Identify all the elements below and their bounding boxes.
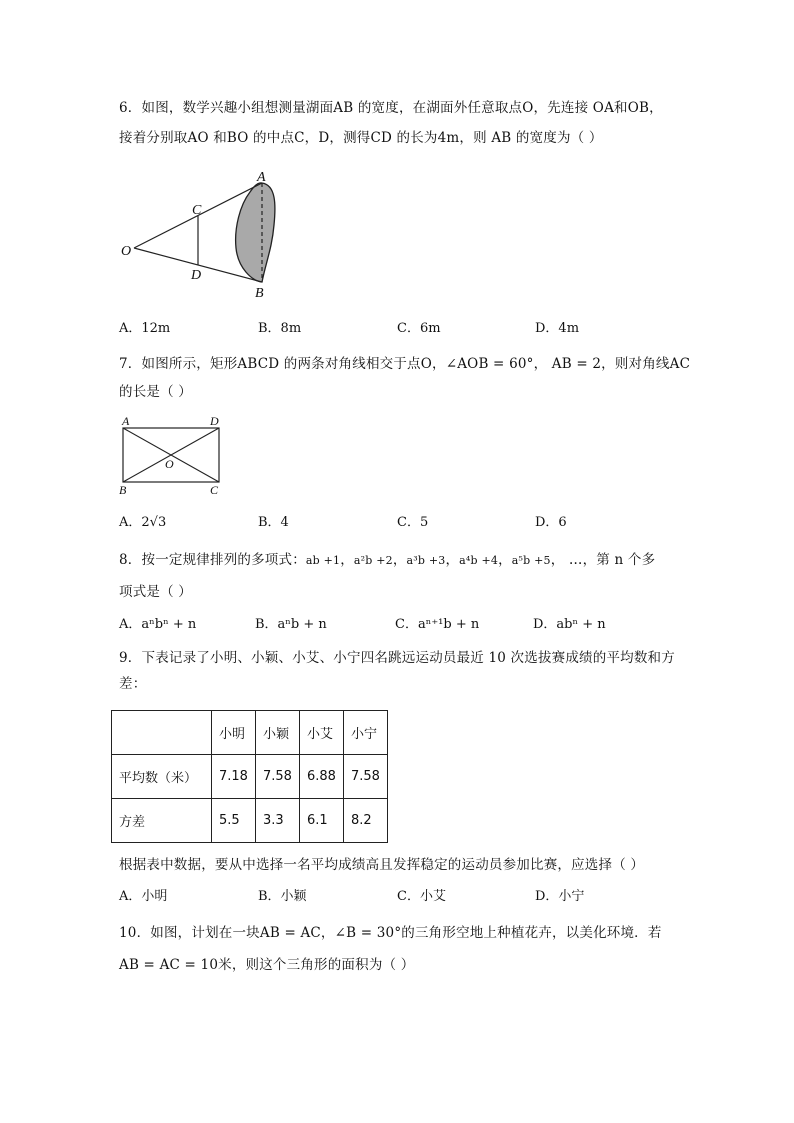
q10-line1: 10．如图，计划在一块AB = AC，∠B = 30°的三角形空地上种植花卉，以美化环境．若 <box>119 925 662 941</box>
q7-line2: 的长是（ ） <box>119 384 192 400</box>
q8-term-5: a⁵b +5 <box>511 554 551 567</box>
q9-option-c: C．小艾 <box>397 889 446 904</box>
q6-option-d: D．4m <box>535 321 580 336</box>
q8-term-1: ab +1 <box>305 554 341 567</box>
label-o: O <box>165 457 174 471</box>
table-cell: 7.18 <box>212 755 256 799</box>
table-header-cell: 小颖 <box>256 711 300 755</box>
label-o: O <box>121 244 132 259</box>
table-header-cell: 小明 <box>212 711 256 755</box>
q10-line2: AB = AC = 10米，则这个三角形的面积为（ ） <box>119 957 415 973</box>
table-header-cell: 小宁 <box>344 711 388 755</box>
q8-intro: 8．按一定规律排列的多项式： <box>119 552 306 568</box>
q6-option-a: A．12m <box>119 321 171 336</box>
q6-line2: 接着分别取AO 和BO 的中点C，D，测得CD 的长为4m，则 AB 的宽度为（ ） <box>119 130 603 146</box>
q8-option-d: D．abⁿ + n <box>533 617 606 632</box>
score-table <box>111 710 388 843</box>
q7-option-a: A．2√3 <box>119 515 167 530</box>
q7-option-b: B．4 <box>258 515 289 530</box>
q8-term-4: a⁴b +4 <box>459 554 499 567</box>
q9-option-d: D．小宁 <box>535 889 585 904</box>
table-cell: 7.58 <box>344 755 388 799</box>
table-cell: 方差 <box>112 799 212 843</box>
q7-option-d: D．6 <box>535 515 567 530</box>
table-cell: 6.88 <box>300 755 344 799</box>
table-row <box>112 799 388 843</box>
q8-tail: …，第 n 个多 <box>568 552 656 568</box>
table-header-cell: 小艾 <box>300 711 344 755</box>
q8-term-2: a²b +2 <box>353 554 393 567</box>
q8-option-c: C．aⁿ⁺¹b + n <box>395 617 480 632</box>
q8-line1: 8．按一定规律排列的多项式：ab +1，a²b +2，a³b +3，a⁴b +4，a⁵b +5， …，第 n 个多 <box>119 552 656 568</box>
table-cell: 8.2 <box>344 799 388 843</box>
q6-option-c: C．6m <box>397 321 441 336</box>
label-a: A <box>257 170 266 185</box>
table-cell: 7.58 <box>256 755 300 799</box>
q8-line2: 项式是（ ） <box>119 584 192 600</box>
q7-line1: 7．如图所示，矩形ABCD 的两条对角线相交于点O，∠AOB = 60°， AB = 2，则对角线AC <box>119 356 691 372</box>
label-a: A <box>122 414 130 428</box>
label-b: B <box>119 483 127 497</box>
q9-line1: 9．下表记录了小明、小颖、小艾、小宁四名跳远运动员最近 10 次选拔赛成绩的平均数和方 <box>119 650 675 666</box>
table-header-row <box>112 711 388 755</box>
q6-option-b: B．8m <box>258 321 302 336</box>
q9-option-b: B．小颖 <box>258 889 307 904</box>
q9-option-a: A．小明 <box>119 889 168 904</box>
label-c: C <box>192 203 202 218</box>
table-cell: 6.1 <box>300 799 344 843</box>
label-b: B <box>255 286 264 301</box>
q8-option-b: B．aⁿb + n <box>255 617 327 632</box>
q8-option-a: A．aⁿbⁿ + n <box>119 617 197 632</box>
label-d: D <box>191 268 202 283</box>
label-d: D <box>210 414 219 428</box>
table-cell: 平均数（米） <box>112 755 212 799</box>
q6-line1: 6．如图，数学兴趣小组想测量湖面AB 的宽度，在湖面外任意取点O，先连接 OA和OB， <box>119 100 663 116</box>
label-c: C <box>210 483 219 497</box>
q8-term-3: a³b +3 <box>406 554 446 567</box>
table-cell: 3.3 <box>256 799 300 843</box>
q9-line2: 差： <box>119 676 147 692</box>
table-row <box>112 755 388 799</box>
q7-option-c: C．5 <box>397 515 429 530</box>
table-header-cell <box>112 711 212 755</box>
q9-line3: 根据表中数据，要从中选择一名平均成绩高且发挥稳定的运动员参加比赛，应选择（ ） <box>119 857 645 873</box>
table-cell: 5.5 <box>212 799 256 843</box>
